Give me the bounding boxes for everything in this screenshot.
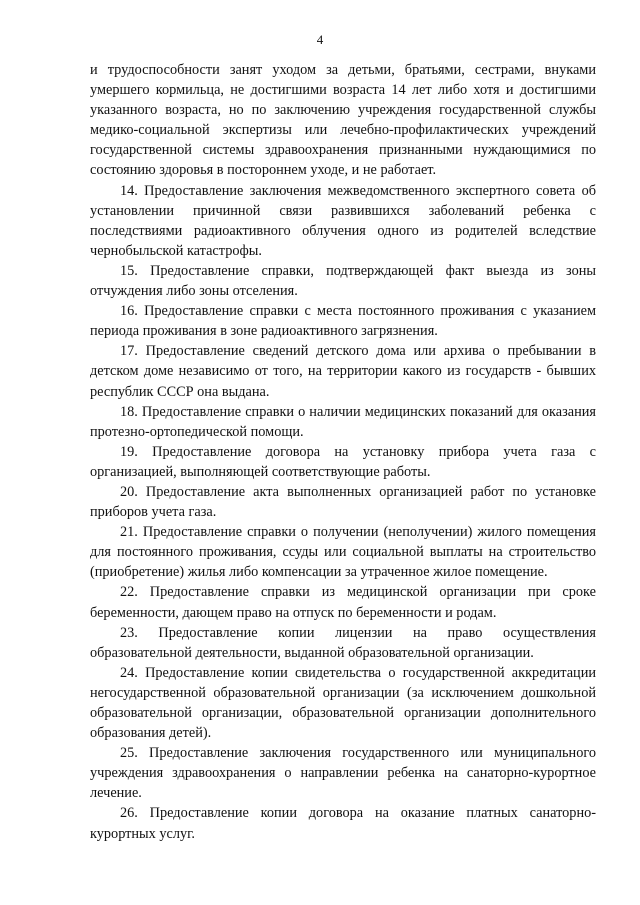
paragraph-item-19: 19. Предоставление договора на установку прибора учета газа с организацией, выполняющей соответствующие работы. <box>90 443 596 480</box>
paragraph-continuation: и трудоспособности занят уходом за детьми, братьями, сестрами, внуками умершего кормильца, не достигшими возраста 14 лет либо хотя и достигшими указанного возраста, но по заключению учреждения государственной службы медико-социальной экспертизы или лечебно-профилактических учреждений государственной системы здравоохранения признанными нуждающимися по состоянию здоровья в постороннем уходе, и не работает. <box>90 62 596 179</box>
paragraph-item-25: 25. Предоставление заключения государственного или муниципального учреждения здравоохранения о направлении ребенка на санаторно-курортное лечение. <box>90 745 596 802</box>
paragraph-item-15: 15. Предоставление справки, подтверждающей факт выезда из зоны отчуждения либо зоны отселения. <box>90 262 596 300</box>
paragraph-item-14: 14. Предоставление заключения межведомственного экспертного совета об установлении причинной связи развившихся заболеваний ребенка с последствиями радиоактивного облучения одного из родителей вследствие чернобыльской катастрофы. <box>90 182 596 259</box>
paragraph-item-20: 20. Предоставление акта выполненных организацией работ по установке приборов учета газа. <box>90 483 596 521</box>
paragraph-item-23: 23. Предоставление копии лицензии на право осуществления образовательной деятельности, выданной образовательной организации. <box>90 624 596 661</box>
paragraph-item-21: 21. Предоставление справки о получении (неполучении) жилого помещения для постоянного проживания, ссуды или социальной выплаты на строительство (приобретение) жилья либо компенсации за утраченное жилое помещение. <box>90 524 596 581</box>
paragraph-item-17: 17. Предоставление сведений детского дома или архива о пребывании в детском доме независимо от того, на территории какого из государств - бывших республик СССР она выдана. <box>90 343 596 400</box>
paragraph-item-16: 16. Предоставление справки с места постоянного проживания с указанием периода проживания в зоне радиоактивного загрязнения. <box>90 303 596 340</box>
paragraph-item-26: 26. Предоставление копии договора на оказание платных санаторно-курортных услуг. <box>90 805 596 842</box>
paragraph-item-22: 22. Предоставление справки из медицинской организации при сроке беременности, дающем право на отпуск по беременности и родам. <box>90 584 596 621</box>
page-number: 4 <box>316 32 324 47</box>
paragraph-item-18: 18. Предоставление справки о наличии медицинских показаний для оказания протезно-ортопедической помощи. <box>90 403 596 440</box>
document-body <box>90 60 596 844</box>
paragraph-item-24: 24. Предоставление копии свидетельства о государственной аккредитации негосударственной образовательной организации (за исключением дошкольной образовательной организации, образовательной организации дополнительного образования детей). <box>90 664 596 742</box>
